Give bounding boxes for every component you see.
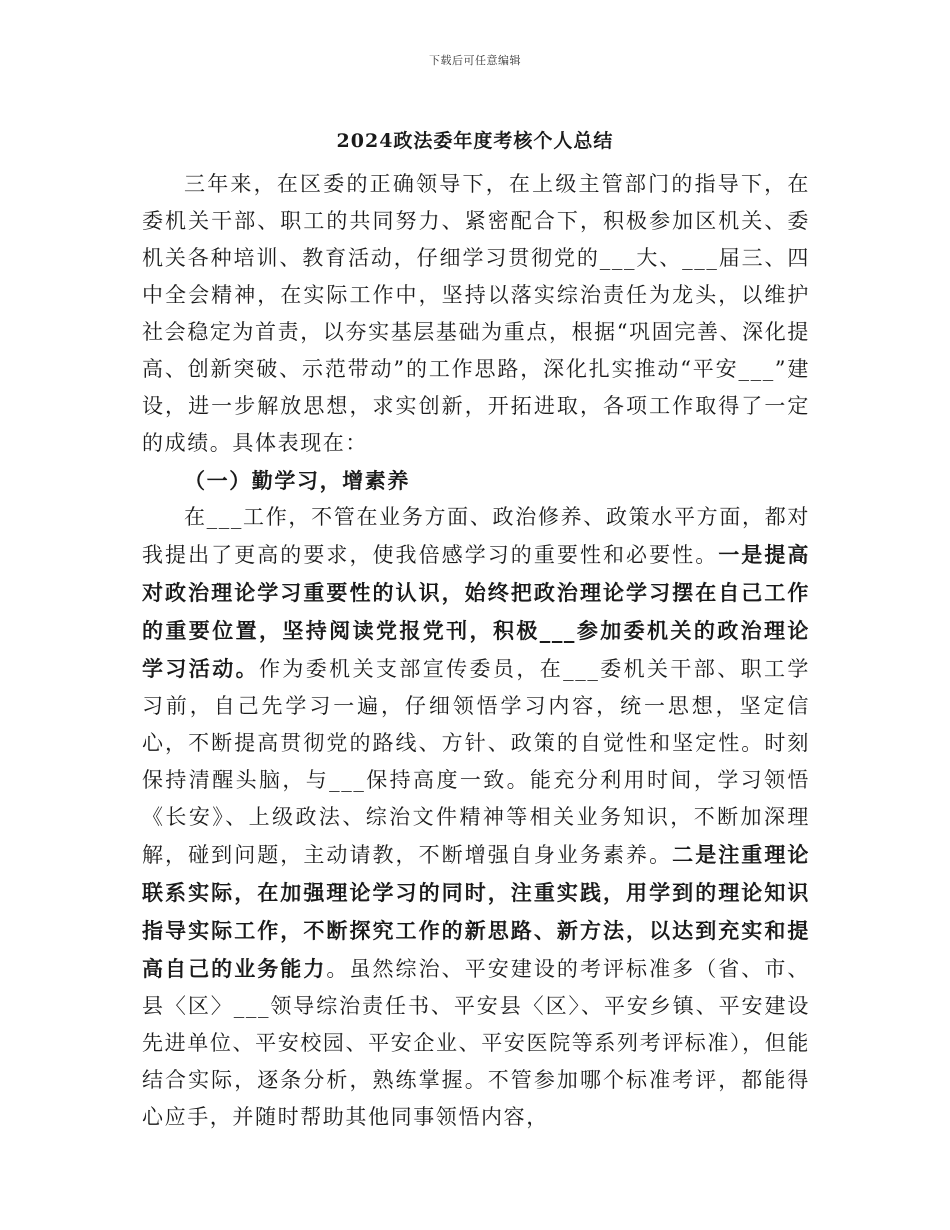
s1-text-1: 在___工作，不管在业务方面、政治修养、政策水平方面，都对我提出了更高的要求，使我倍感学习的重要性和必要性。 <box>142 505 810 567</box>
document-body <box>142 166 810 1136</box>
section-heading-1: （一）勤学习，增素养 <box>184 468 410 493</box>
s1-text-2: 作为委机关支部宣传委员，在___委机关干部、职工学习前，自己先学习一遍，仔细领悟学习内容，统一思想，坚定信心，不断提高贯彻党的路线、方针、政策的自觉性和坚定性。时刻保持清醒头脑，与___保持高度一致。能充分利用时间，学习领悟《长安》、上级政法、综治文件精神等相关业务知识，不断加深理解，碰到问题，主动请教，不断增强自身业务素养。 <box>142 657 811 867</box>
intro-paragraph: 三年来，在区委的正确领导下，在上级主管部门的指导下，在委机关干部、职工的共同努力、紧密配合下，积极参加区机关、委机关各种培训、教育活动，仔细学习贯彻党的___大、___届三、四中全会精神，在实际工作中，坚持以落实综治责任为龙头，以维护社会稳定为首责，以夯实基层基础为重点，根据“巩固完善、深化提高、创新突破、示范带动”的工作思路，深化扎实推动“平安___”建设，进一步解放思想，求实创新，开拓进取，各项工作取得了一定的成绩。具体表现在： <box>142 172 810 455</box>
s1-bold-1: 一是提高对政治理论学习重要性的认识，始终把政治理论学习摆在自己工作的重要位置，坚持阅读党报党刊，积极___参加委机关的政治理论学习活动。 <box>142 542 810 681</box>
s1-text-3: 。虽然综治、平安建设的考评标准多（省、市、县〈区〉___领导综治责任书、平安县〈区〉、平安乡镇、平安建设先进单位、平安校园、平安企业、平安医院等系列考评标准），但能结合实际，逐条分析，熟练掌握。不管参加哪个标准考评，都能得心应手，并随时帮助其他同事领悟内容， <box>142 957 810 1129</box>
section-1-paragraph <box>142 499 810 1136</box>
header-note: 下载后可任意编辑 <box>429 54 521 67</box>
document-title: 2024政法委年度考核个人总结 <box>336 130 614 152</box>
s1-bold-2: 二是注重理论联系实际，在加强理论学习的同时，注重实践，用学到的理论知识指导实际工作，不断探究工作的新思路、新方法，以达到充实和提高自己的业务能力 <box>142 842 810 981</box>
